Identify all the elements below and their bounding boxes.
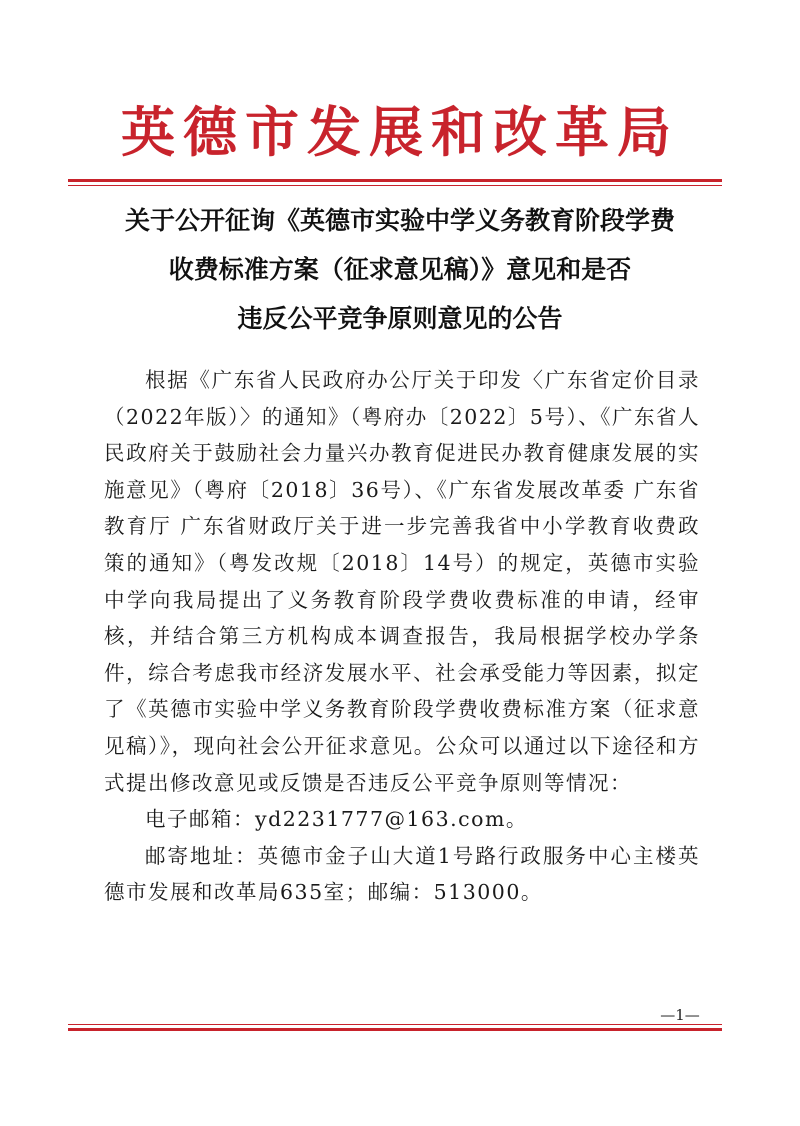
footer-red-rule-thick bbox=[68, 1028, 722, 1031]
agency-letterhead: 英德市发展和改革局 bbox=[121, 100, 679, 164]
title-line-3: 违反公平竞争原则意见的公告 bbox=[237, 304, 563, 333]
contact-address: 邮寄地址：英德市金子山大道1号路行政服务中心主楼英德市发展和改革局635室；邮编：513000。 bbox=[104, 843, 700, 905]
title-line-1: 关于公开征询《英德市实验中学义务教育阶段学费 bbox=[124, 206, 675, 235]
page-number: —1— bbox=[660, 1006, 700, 1024]
document-title bbox=[90, 196, 710, 343]
body-paragraph-main: 根据《广东省人民政府办公厅关于印发〈广东省定价目录（2022年版）〉的通知》（粤府办〔2022〕5号）、《广东省人民政府关于鼓励社会力量兴办教育促进民办教育健康发展的实施意见》（粤府〔2018〕36号）、《广东省发展改革委 广东省教育厅 广东省财政厅关于进一步完善我省中小学教育收费政策的通知》（粤发改规〔2018〕14号）的规定，英德市实验中学向我局提出了义务教育阶段学费收费标准的申请，经审核，并结合第三方机构成本调查报告，我局根据学校办学条件，综合考虑我市经济发展水平、社会承受能力等因素，拟定了《英德市实验中学义务教育阶段学费收费标准方案（征求意见稿）》，现向社会公开征求意见。公众可以通过以下途径和方式提出修改意见或反馈是否违反公平竞争原则等情况： bbox=[104, 368, 700, 795]
header-red-rule-thick bbox=[68, 179, 722, 182]
header-red-rule-thin bbox=[68, 185, 722, 186]
document-body bbox=[104, 362, 700, 911]
footer-red-rule-thin bbox=[68, 1024, 722, 1025]
contact-email: 电子邮箱：yd2231777@163.com。 bbox=[145, 807, 528, 832]
title-line-2: 收费标准方案（征求意见稿）》意见和是否 bbox=[168, 255, 632, 284]
